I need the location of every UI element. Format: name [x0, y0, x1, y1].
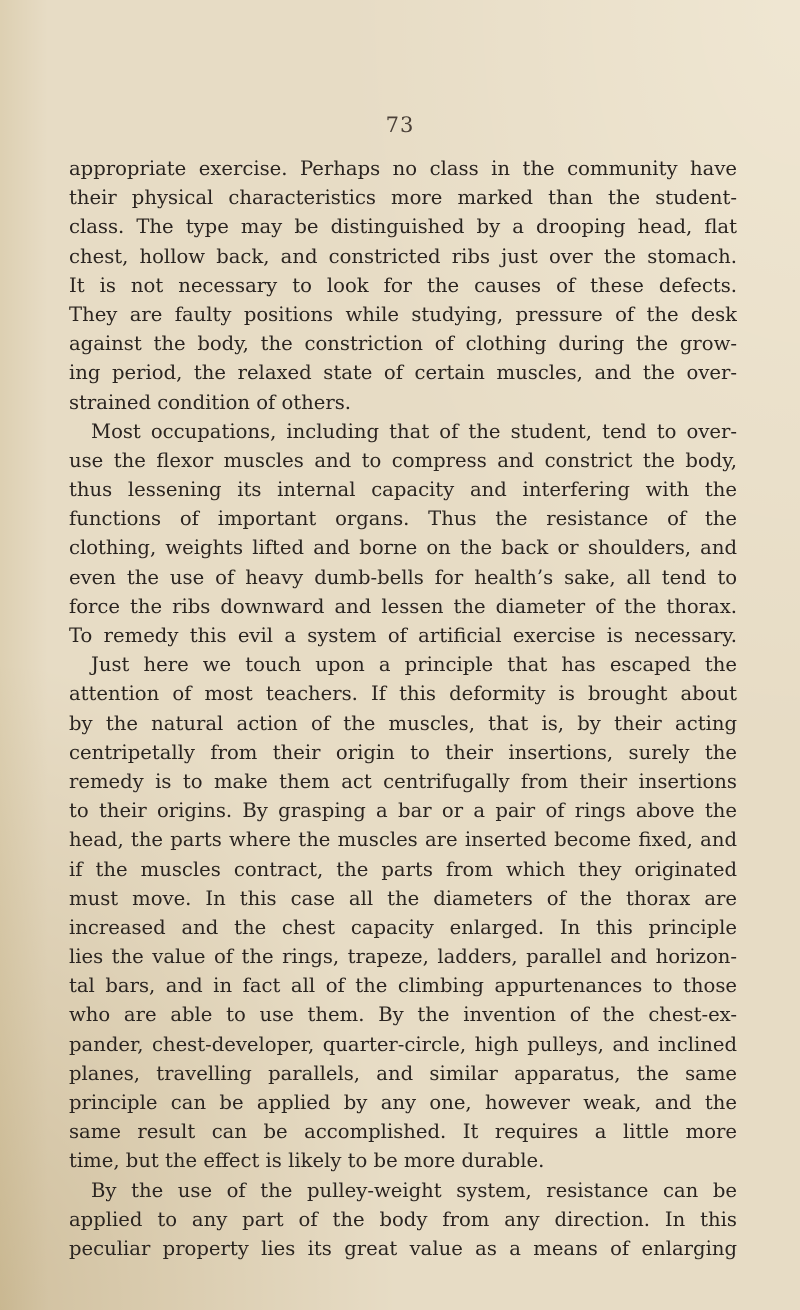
- text-line: Most occupations, including that of the student, tend to over-: [91, 419, 737, 443]
- text-line: attention of most teachers. If this deformity is brought about: [69, 682, 737, 706]
- text-line: to their origins. By grasping a bar or a pair of rings above the: [69, 799, 737, 823]
- text-line: principle can be applied by any one, however weak, and the: [69, 1091, 737, 1114]
- text-line: functions of important organs. Thus the resistance of the: [69, 507, 737, 531]
- text-line: by the natural action of the muscles, that is, by their acting: [69, 711, 737, 735]
- text-line: tal bars, and in fact all of the climbing appurtenances to those: [69, 974, 737, 998]
- text-line: pander, chest-developer, quarter-circle, high pulleys, and inclined: [69, 1032, 737, 1056]
- text-line: head, the parts where the muscles are inserted become fixed, and: [69, 828, 737, 852]
- text-line: To remedy this evil a system of artificial exercise is necessary.: [69, 624, 737, 647]
- text-line: thus lessening its internal capacity and interfering with the: [69, 478, 737, 502]
- text-line: class. The type may be distinguished by a drooping head, flat: [69, 215, 737, 239]
- text-line: remedy is to make them act centrifugally from their insertions: [69, 769, 737, 793]
- text-line: their physical characteristics more marked than the student-: [69, 186, 737, 210]
- text-line: who are able to use them. By the invention of the chest-ex-: [69, 1003, 737, 1027]
- text-line: By the use of the pulley-weight system, resistance can be: [91, 1178, 737, 1202]
- text-line: ing period, the relaxed state of certain muscles, and the over-: [69, 361, 737, 385]
- text-line: planes, travelling parallels, and similar apparatus, the same: [69, 1061, 737, 1085]
- page-number: 73: [385, 113, 415, 137]
- text-line: against the body, the constriction of clothing during the grow-: [69, 332, 737, 356]
- text-line: must move. In this case all the diameters of the thorax are: [69, 886, 737, 910]
- text-line: if the muscles contract, the parts from which they originated: [69, 857, 737, 881]
- text-line: chest, hollow back, and constricted ribs just over the stomach.: [69, 244, 737, 268]
- text-line: increased and the chest capacity enlarged. In this principle: [69, 915, 737, 939]
- text-line: They are faulty positions while studying, pressure of the desk: [69, 302, 737, 326]
- text-line: peculiar property lies its great value as a means of enlarging: [69, 1236, 737, 1260]
- text-line: strained condition of others.: [69, 390, 352, 414]
- text-line: It is not necessary to look for the causes of these defects.: [69, 273, 737, 297]
- text-line: centripetally from their origin to their insertions, surely the: [69, 740, 737, 764]
- text-line: use the flexor muscles and to compress and constrict the body,: [69, 448, 737, 472]
- text-line: clothing, weights lifted and borne on the back or shoulders, and: [69, 536, 737, 560]
- text-line: time, but the effect is likely to be more durable.: [69, 1149, 545, 1173]
- text-line: force the ribs downward and lessen the diameter of the thorax.: [69, 594, 737, 618]
- body-text: [69, 154, 737, 1263]
- text-line: even the use of heavy dumb-bells for health’s sake, all tend to: [69, 565, 737, 589]
- text-line: lies the value of the rings, trapeze, ladders, parallel and horizon-: [69, 945, 737, 969]
- text-line: applied to any part of the body from any direction. In this: [69, 1207, 737, 1231]
- text-line: Just here we touch upon a principle that has escaped the: [91, 653, 737, 677]
- text-line: same result can be accomplished. It requires a little more: [69, 1120, 737, 1144]
- text-line: appropriate exercise. Perhaps no class in the community have: [69, 157, 737, 180]
